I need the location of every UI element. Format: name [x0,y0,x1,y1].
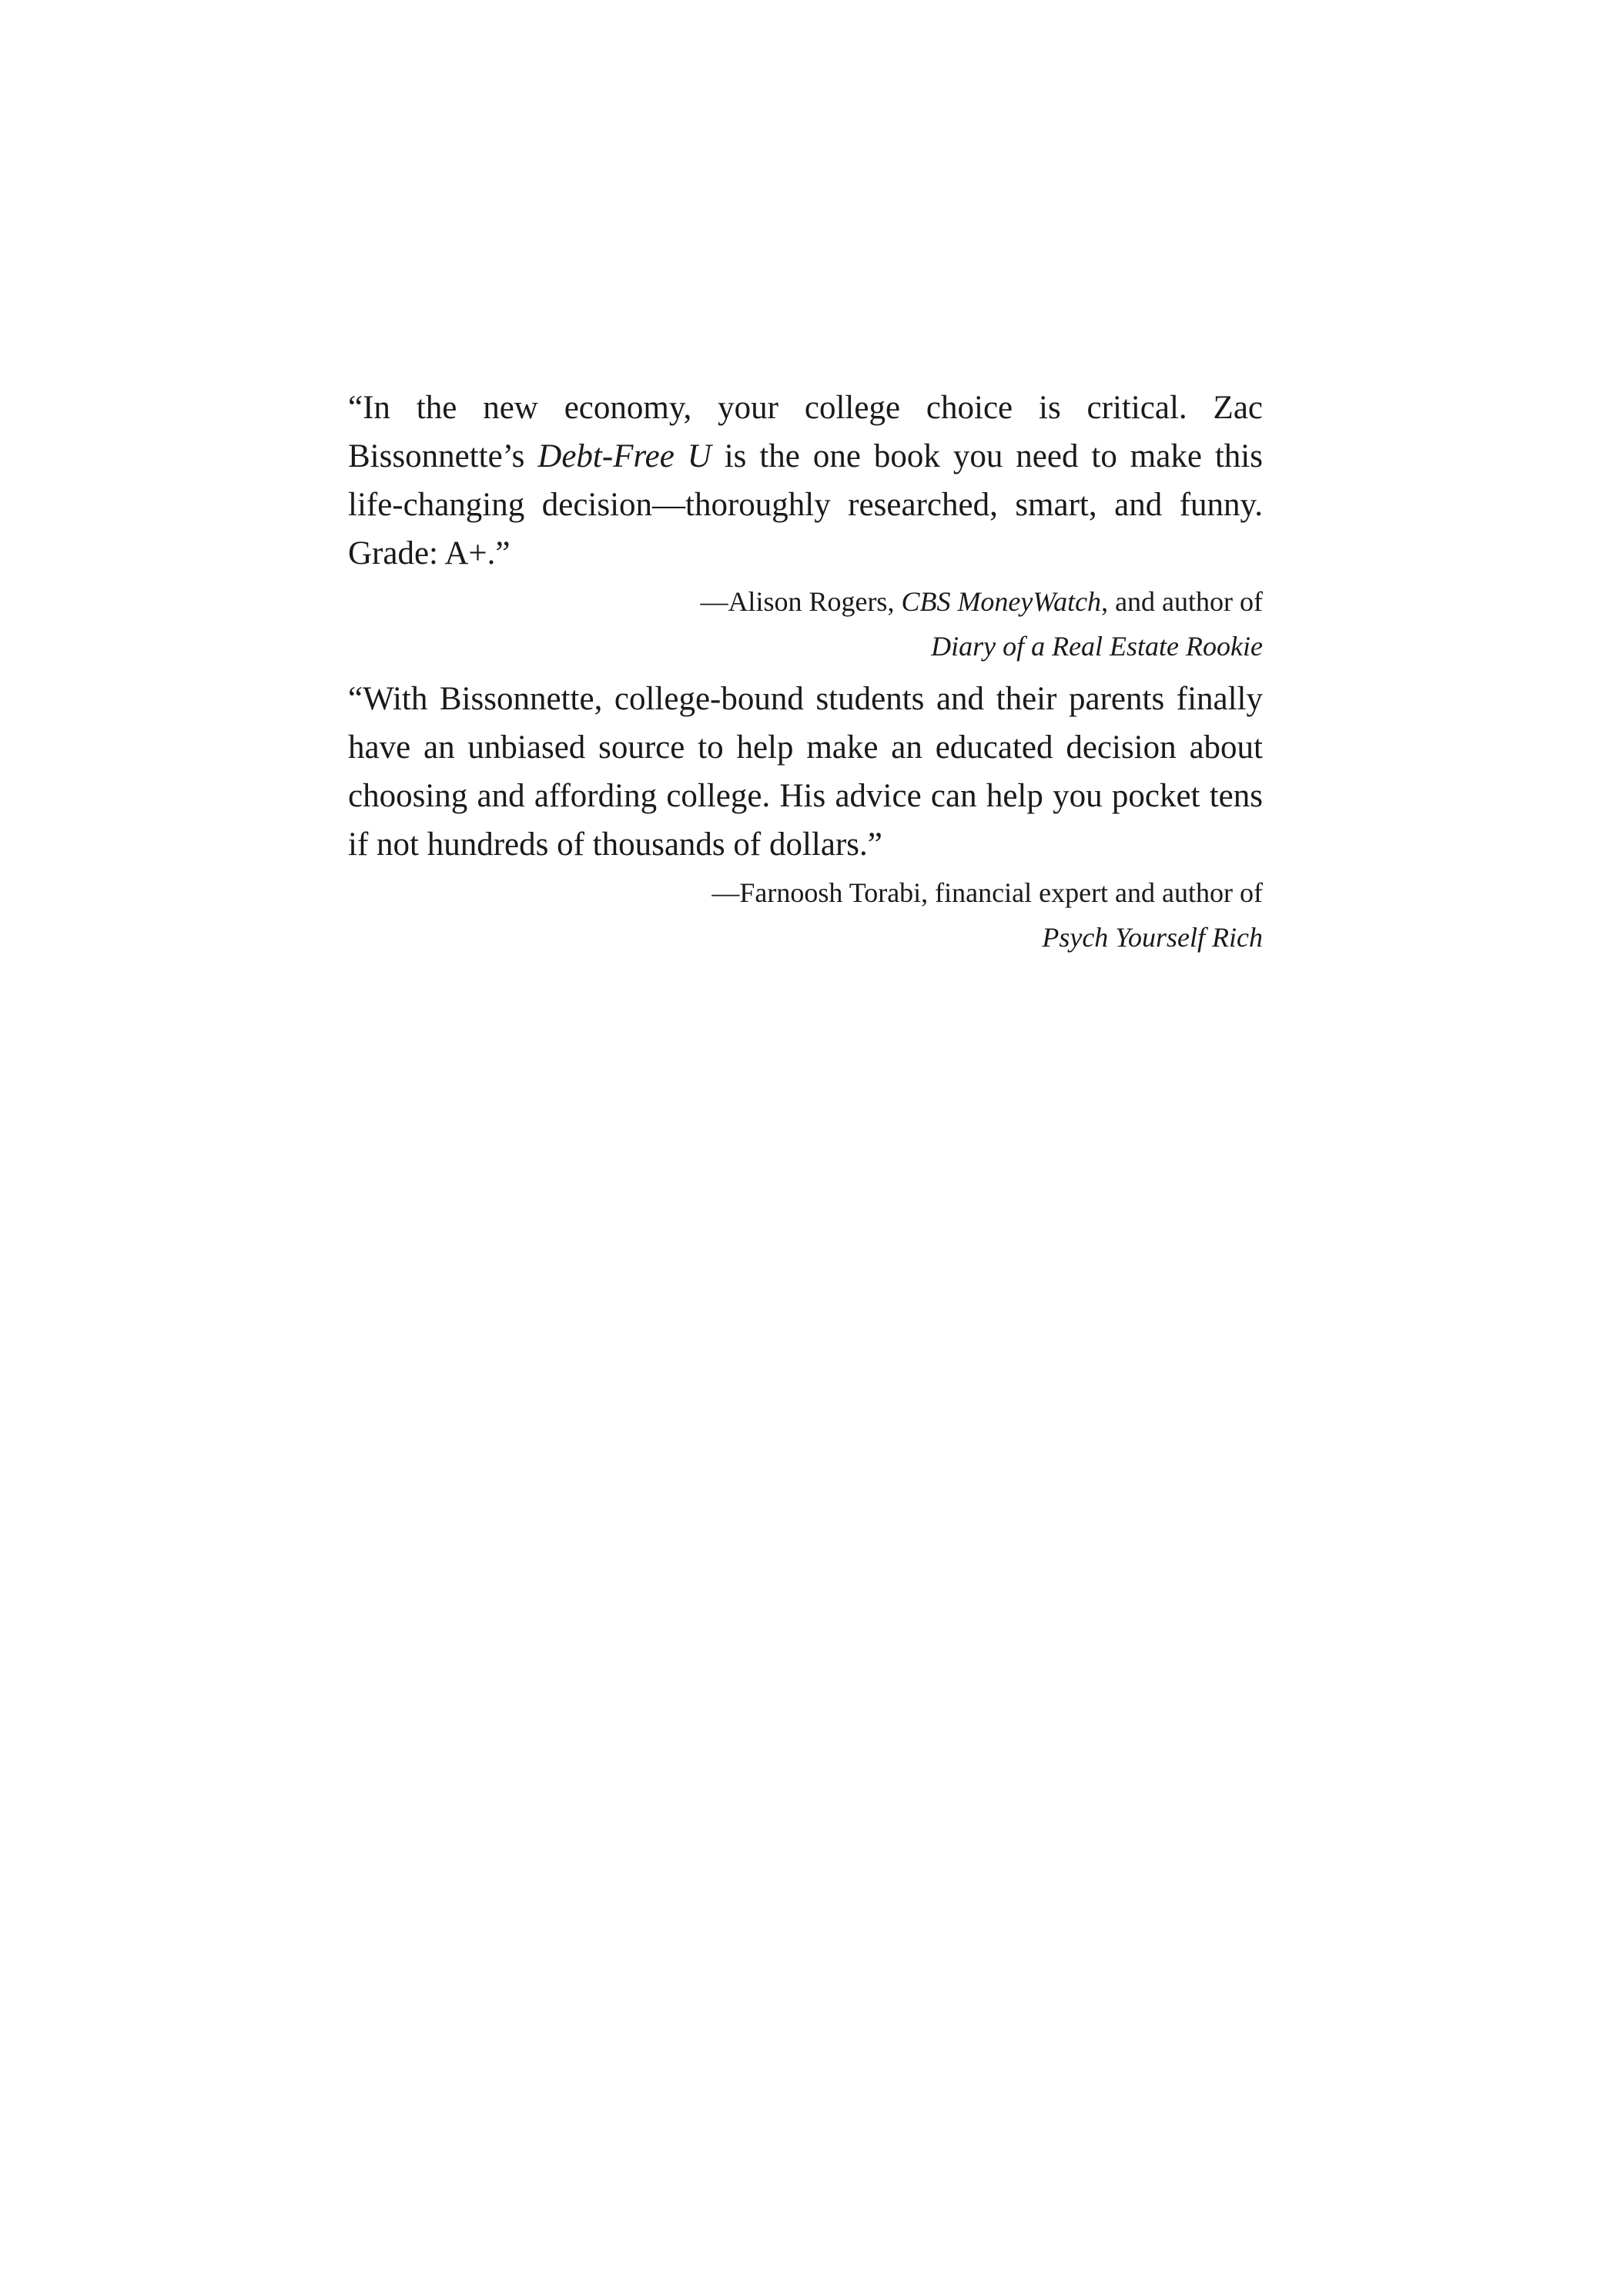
blurb-attribution [348,579,1263,669]
blurb-quote [348,384,1263,578]
attribution-publication: CBS MoneyWatch [901,586,1102,617]
blurb-attribution [348,870,1263,960]
attribution-book-title: Psych Yourself Rich [1042,922,1263,953]
blurb-alison-rogers [348,384,1263,669]
attribution-prefix: —Alison Rogers, [700,586,902,617]
blurb-farnoosh-torabi [348,675,1263,960]
quote-text-rest: is the one book you need to make this life-changing decision—thoroughly researched, smart, and funny. Grade: A+.” [348,438,1263,571]
attribution-prefix: —Farnoosh Torabi, financial expert and author of [711,877,1263,908]
quote-book-title: Debt-Free U [537,438,711,474]
attribution-line-1 [348,579,1263,624]
quote-text-open: “In the new economy, your college choice is critical. Zac Bissonnette’s [348,390,1263,474]
attribution-book-title: Diary of a Real Estate Rookie [931,631,1263,662]
blurb-quote: “With Bissonnette, college-bound students and their parents finally have an unbiased source to help make an educated decision about choosing and affording college. His advice can help you pocket tens if not hundreds of thousands of dollars.” [348,681,1263,863]
attribution-suffix: , and author of [1101,586,1263,617]
